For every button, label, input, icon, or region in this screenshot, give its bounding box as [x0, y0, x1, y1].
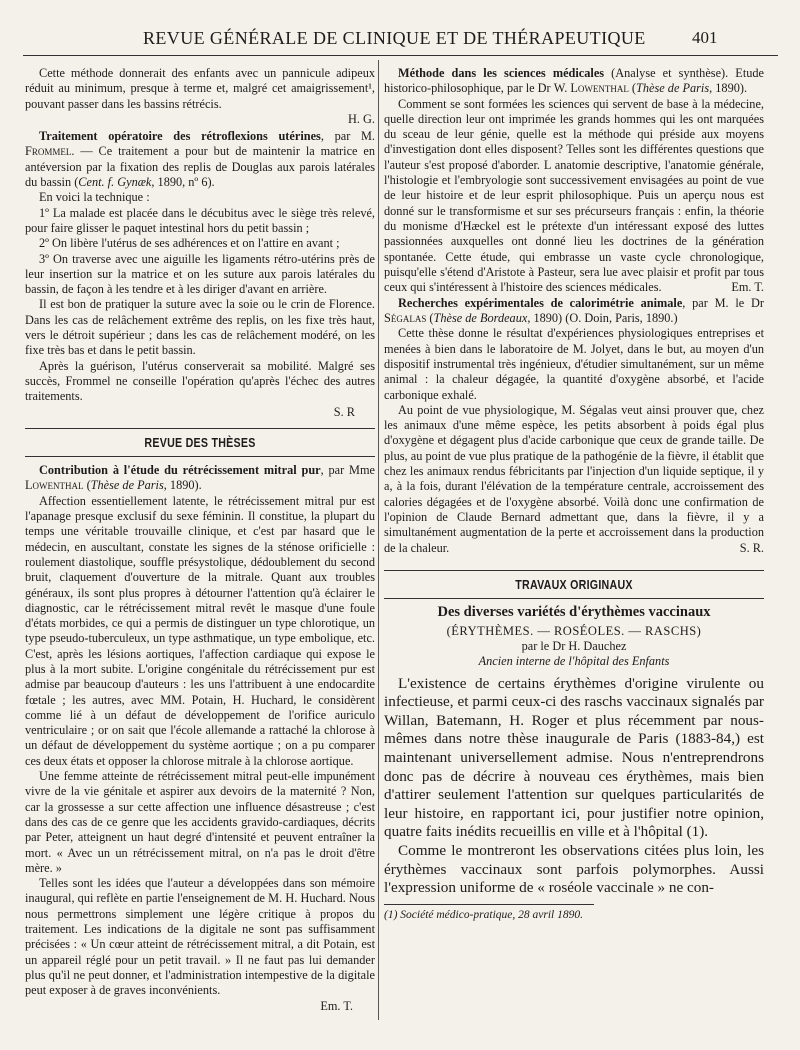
article-author: par le Dr H. Dauchez [521, 638, 627, 653]
section-rule [384, 598, 764, 599]
page-header [0, 0, 800, 60]
signature: H. G. [348, 111, 375, 126]
text: , par Mme [320, 463, 376, 478]
running-title: REVUE GÉNÉRALE DE CLINIQUE ET DE THÉRAPEUTIQUE [143, 28, 646, 48]
article-title: Des diverses variétés d'érythèmes vaccinaux [437, 604, 711, 621]
text: (Analyse et synthèse). Etude historico-philosophique, par le Dr [384, 66, 764, 96]
signature: Em. T. [320, 998, 353, 1013]
paragraph: Une femme atteinte de rétrécissement mitral peut-elle impunément vivre de la vie génitale et aspirer aux devoirs de la maternité ? Non, car la grossesse a sur cette affection une influence désastreuse ; c'est dans des cas de ce genre que les accidents gravido-cardiaques, décrits par Peter, atteignent un haut degré d'intensité et peuvent entraîner la mort. « Avec un un rétrécissement mitral, on n'a pas le droit d'être mère. » [25, 769, 375, 875]
section-rule [25, 428, 375, 429]
paragraph: L'existence de certains érythèmes d'origine virulente ou infectieuse, et parmi ceux-ci des raschs vaccinaux signalés par Willan, Batemann, H. Roger et plus récemment par nous-mêmes dans notre thèse inaugurale de Paris (1883-84,) est maintenant universellement admise. Nous n'entreprendrons donc pas de décrire à nouveau ces érythèmes, mais bien d'attirer seulement l'attention sur quelques particularités de leur histoire, en rapportant ici, pour justifier notre opinion, quatre faits inédits recueillis en ville et à l'hôpital (1). [384, 674, 764, 841]
paragraph: 1º La malade est placée dans le décubitus avec le siège très relevé, pour faire glisser le paquet intestinal hors du petit bassin ; [25, 205, 375, 235]
article-frommel [25, 129, 375, 190]
text: , 1890). [709, 81, 748, 96]
text: , 1890, nº 6). [151, 175, 215, 190]
right-column [384, 66, 764, 922]
paragraph: Comme le montreront les observations citées plus loin, les érythèmes vaccinaux sont parfois polymorphes. Aussi l'expression uniforme de « roséole vaccinale » ne con- [384, 841, 764, 897]
footnote: (1) Société médico-pratique, 28 avril 1890. [384, 908, 583, 921]
signature: S. R. [739, 540, 764, 555]
thesis-title: Méthode dans les sciences médicales [398, 66, 605, 80]
thesis-title: Recherches expérimentales de calorimétrie animale [398, 295, 683, 310]
thesis-heading: Méthode dans les sciences médicales (Analyse et synthèse). Etude historico-philosophique, par le Dr W. Lowenthal (Thèse de Paris, 1890). [384, 66, 764, 96]
section-title: REVUE DES THÈSES [144, 434, 256, 450]
text: . — Ce traitement a pour but de maintenir la matrice en antéversion par la fixation des replis de Douglas aux parois latérales du bassin ( [25, 144, 375, 190]
citation: Thèse de Paris [636, 81, 710, 96]
text: , 1890). [163, 478, 202, 493]
thesis-title: Contribution à l'étude du rétrécissement mitral pur [39, 463, 321, 478]
page-number: 401 [692, 28, 718, 47]
section-header [384, 570, 764, 599]
section-rule [25, 456, 375, 457]
paragraph: Comment se sont formées les sciences qui servent de base à la médecine, quelle direction leur ont imprimée les grands hommes qui les ont marquées du sceau de leur génie, quelle est la méthode qui préside aux moyens d'investigation dont elles disposent? Telles sont les différentes questions que l'auteur s'est proposé d'aborder. L anatomie descriptive, l'anatomie générale, l'histologie et l'embryologie sont successivement envisagées au point de vue de leur histoire et de leur esprit philosophique. Puis un aperçu nous est donné sur le transformisme et sur ses précurseurs français : enfin, la théorie du monisme d'Hæckel est le prétexte d'un intéressant exposé des luttes passionnées auxquelles ont donné lieu les doctrines de la génération spontanée. Cette étude, qui embrasse un vaste cycle chronologique, puisqu'elle s'étend d'Aristote à Pasteur, sera lue avec plaisir et profit par tous ceux qui s'intéressent à l'histoire des sciences médicales. [384, 96, 764, 295]
paragraph: En voici la technique : [39, 190, 150, 205]
author-name: W. Lowenthal [553, 81, 629, 96]
header-rule [23, 55, 778, 56]
section-title: TRAVAUX ORIGINAUX [515, 577, 633, 593]
citation: Cent. f. Gynæk [78, 175, 152, 190]
paragraph: Telles sont les idées que l'auteur a développées dans son mémoire inaugural, qui reflète en partie l'enseignement de M. H. Huchard. Nous nous permettrons simplement une légère critique à propos du traitement. Les indications de la digitale ne sont pas suffisamment précisées : « Un cœur atteint de rétrécissement mitral, a dit Potain, est un appareil réglé pour un petit travail. » Il ne faut pas lui demander plus qu'il ne peut donner, et l'administration intempestive de la digitale peut exposer à de graves inconvénients. [25, 876, 375, 998]
author-name: Ségalas [384, 311, 427, 326]
signature: Em. T. [731, 280, 764, 295]
thesis-heading: Contribution à l'étude du rétrécissement mitral pur, par Mme Lowenthal (Thèse de Paris, 1890). [25, 463, 376, 493]
thesis-heading: Recherches expérimentales de calorimétrie animale, par M. le Dr Ségalas (Thèse de Bordeaux, 1890) (O. Doin, Paris, 1890.) [384, 295, 764, 326]
author-name: Frommel [25, 144, 72, 159]
author-name: Lowenthal [25, 478, 84, 493]
paragraph: Cette méthode donnerait des enfants avec un pannicule adipeux réduit au minimum, presque à terme et, malgré cet amaigrissement¹, pouvant passer dans les bassins rétrécis. [25, 66, 375, 111]
article-title: Traitement opératoire des rétroflexions utérines [39, 129, 321, 144]
section-header [25, 428, 375, 457]
text: , par M. le Dr [682, 295, 764, 310]
footnote-rule [384, 904, 594, 905]
article-subtitle: (ÉRYTHÈMES. — ROSÉOLES. — RASCHS) [446, 623, 702, 638]
citation: Thèse de Paris [90, 478, 164, 493]
signature: S. R [333, 404, 355, 419]
paragraph: Affection essentiellement latente, le rétrécissement mitral pur est l'apanage presque exclusif du sexe féminin. Il constitue, la plupart du temps une véritable trouvaille clinique, et c'est par hasard que le médecin, en auscultant, constate les signes de la sténose orificielle : roulement diastolique, souffle présystolique, dédoublement du second bruit, claquement d'ouverture de la mitrale. Quant aux troubles généraux, ils sont plus propres à détourner l'attention qu'à éclairer le diagnostic, car le rétrécissement mitral revêt le masque d'une foule d'états morbides, ce qui a permis de distinguer un type chlorotique, un type pseudo-tuberculeux, un type asthmatique, un type embolique, etc. C'est, après les lésions aortiques, l'affection cardiaque qui expose le plus à la mort subite. L'origine congénitale du rétrécissement pur est admise par beaucoup d'auteurs : les uns l'attribuent à une endocardite fœtale ; les autres, avec MM. Potain, H. Huchard, le considèrent comme lié à un défaut de développement de l'orifice auriculo ventriculaire ; or on sait que l'école allemande a rattaché la chlorose à un défaut de développement du système aortique ; on a pu comparer ces deux états et opposer la chlorose mitrale à la chlorose aortique. [25, 493, 375, 768]
text: , par M. [320, 129, 375, 144]
article-author-role: Ancien interne de l'hôpital des Enfants [478, 654, 670, 669]
citation: Thèse de Bordeaux [433, 311, 528, 326]
paragraph: 2º On libère l'utérus de ses adhérences et on l'attire en avant ; [39, 236, 340, 251]
column-divider [378, 60, 379, 1020]
section-rule [384, 570, 764, 571]
paragraph: Cette thèse donne le résultat d'expériences physiologiques entreprises et menées à bien dans le laboratoire de M. Jolyet, dans le but, au moyen d'un dispositif instrumental très ingénieux, d'étudier simultanément, sur un même animal : la chaleur dégagée, la quantité d'oxygène absorbé, et l'acide carbonique exhalé. [384, 326, 764, 402]
paragraph: Au point de vue physiologique, M. Ségalas veut ainsi prouver que, chez les animaux d'une même espèce, les petits absorbent à poids égal plus d'oxygène et dégagent plus d'acide carbonique que ceux de grande taille. De plus, au point de vue plus pratique de la pathogénie de la fièvre, il établit que chez les animaux rendus fébricitants par l'injection d'un liquide septique, il y a, à la fois, durant l'élévation de la température centrale, accroissement des calories dégagées et de l'oxygène absorbé. Voilà donc une confirmation de l'opinion de Claude Bernard admettant que, dans la fièvre, il y a simultanément augmentation de la perte et accroissement dans la production de la chaleur. [384, 402, 764, 555]
text: , 1890) (O. Doin, Paris, 1890.) [527, 311, 678, 326]
left-column [25, 66, 375, 1014]
paragraph: Après la guérison, l'utérus conserverait sa mobilité. Malgré ses succès, Frommel ne conseille l'opération qu'après l'échec des autres traitements. [25, 358, 375, 404]
paragraph: 3º On traverse avec une aiguille les ligaments rétro-utérins près de leur insertion sur la matrice et on les suture aux parois latérales du bassin, de façon à les tendre et à les diriger d'avant en arrière. [25, 251, 375, 297]
paragraph: Il est bon de pratiquer la suture avec la soie ou le crin de Florence. Dans les cas de relâchement extrême des replis, on les fixe très haut, vers le détroit supérieur ; dans les cas de relâchement modéré, on les fixe très bas et dans le petit bassin. [25, 297, 375, 358]
